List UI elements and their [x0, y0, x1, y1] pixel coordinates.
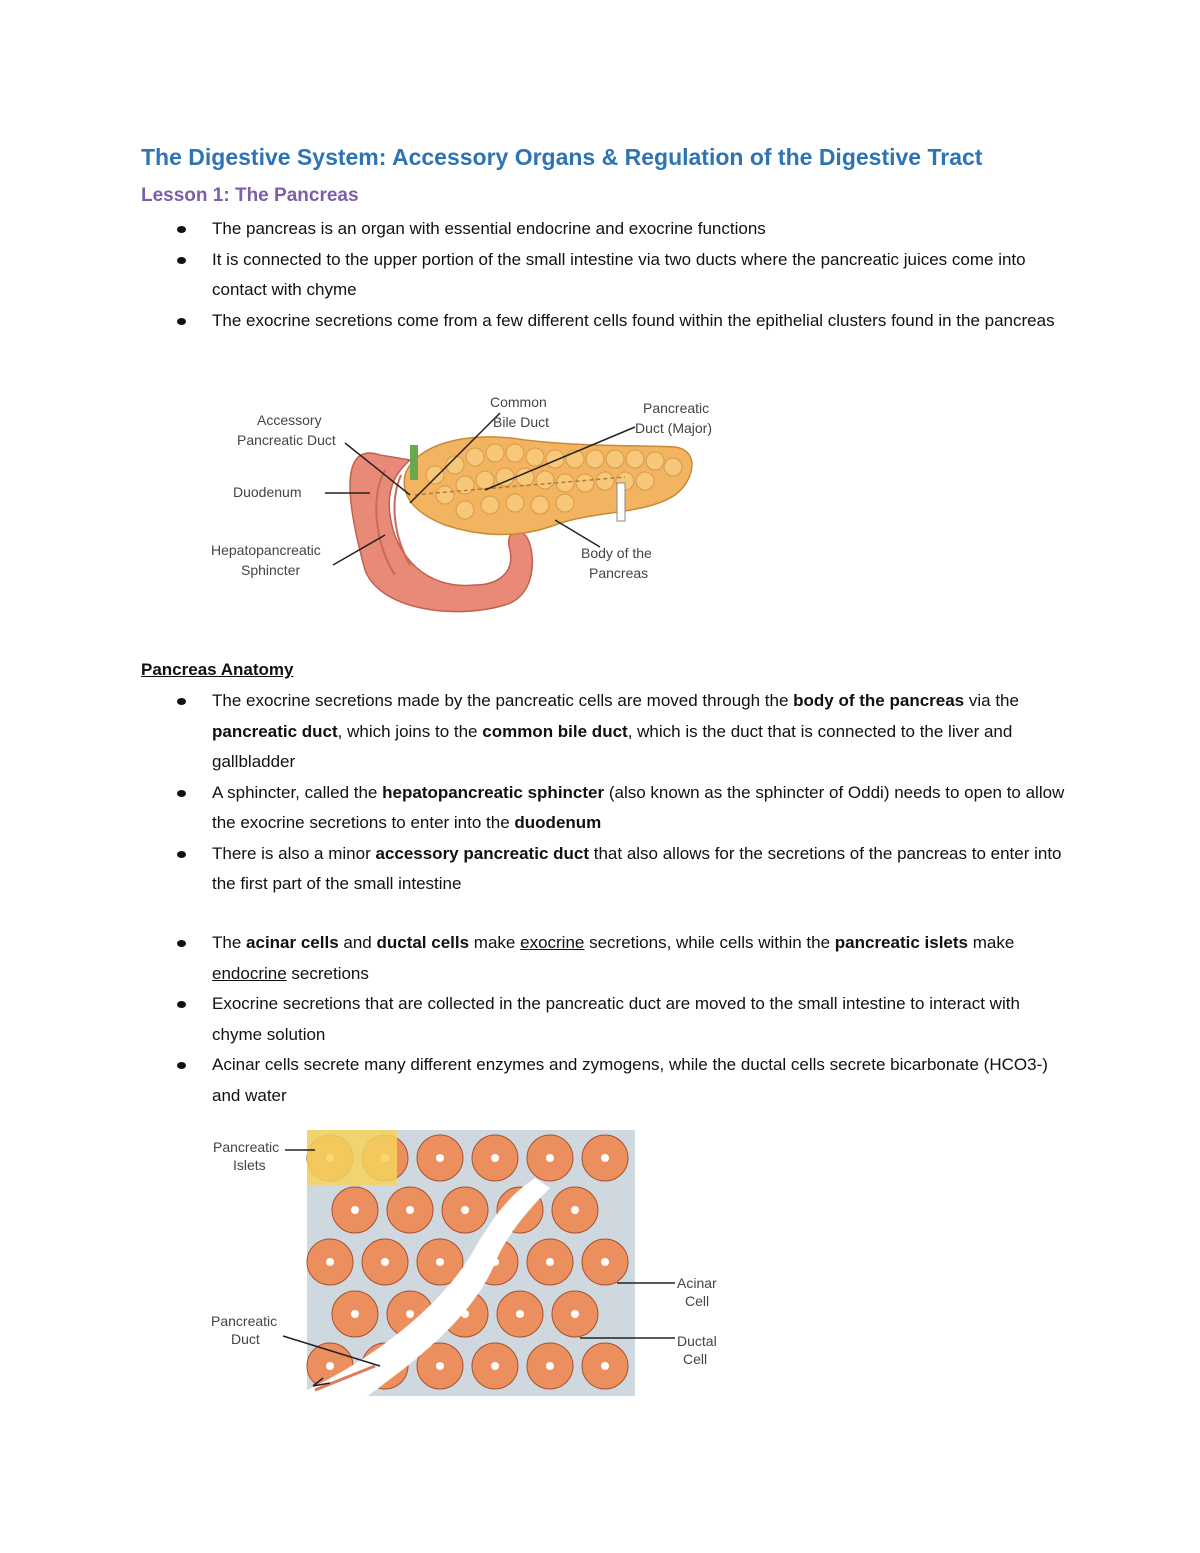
document-title: The Digestive System: Accessory Organs & Regulation of the Digestive Tract: [141, 144, 983, 170]
acinus-lumen: [351, 1310, 359, 1318]
cells-bullet-list: [0, 928, 1072, 1111]
label-accessory-duct: Pancreatic Duct: [237, 432, 336, 448]
acinus-lumen: [601, 1154, 609, 1162]
label-pancreatic: Pancreatic: [213, 1139, 280, 1155]
label-bile-duct: Bile Duct: [493, 414, 550, 430]
acinus-lumen: [491, 1362, 499, 1370]
intro-bullet-list: [0, 214, 1072, 336]
label-pancreas: Pancreas: [589, 565, 649, 581]
label-duct-major: Duct (Major): [635, 420, 713, 436]
label-hepatopancreatic: Hepatopancreatic: [211, 542, 321, 558]
label-cell: Cell: [685, 1293, 710, 1309]
list-item: It is connected to the upper portion of the small intestine via two ducts where the pancreatic juices come into contact with chyme: [0, 245, 1072, 306]
acinus-lumen: [326, 1362, 334, 1370]
label-duct: Duct: [231, 1331, 260, 1347]
cut-section: [617, 483, 625, 521]
list-item: Acinar cells secrete many different enzymes and zymogens, while the ductal cells secrete bicarbonate (HCO3-) and water: [0, 1050, 1072, 1111]
label-pancreatic: Pancreatic: [211, 1313, 278, 1329]
acinus-lumen: [546, 1258, 554, 1266]
acinus-lumen: [601, 1258, 609, 1266]
acinus-lumen: [571, 1310, 579, 1318]
list-item: The pancreas is an organ with essential endocrine and exocrine functions: [0, 214, 1072, 245]
acinus-lumen: [546, 1362, 554, 1370]
label-islets: Islets: [233, 1157, 266, 1173]
acinus-lumen: [351, 1206, 359, 1214]
section-heading: Pancreas Anatomy: [141, 660, 294, 679]
acinus-lumen: [381, 1258, 389, 1266]
pancreatic-tissue-figure: [205, 1128, 735, 1400]
label-pancreatic: Pancreatic: [643, 400, 710, 416]
acinus-lumen: [436, 1258, 444, 1266]
list-item: The exocrine secretions made by the pancreatic cells are moved through the body of the pancreas via the pancreatic duct, which joins to the common bile duct, which is the duct that is connected to the liver and gallbladder: [0, 686, 1072, 778]
lesson-heading: Lesson 1: The Pancreas: [141, 185, 359, 206]
label-ductal: Ductal: [677, 1333, 717, 1349]
label-sphincter: Sphincter: [241, 562, 301, 578]
acinus-lumen: [571, 1206, 579, 1214]
anatomy-bullet-list: [0, 686, 1072, 900]
list-item: The exocrine secretions come from a few different cells found within the epithelial clusters found in the pancreas: [0, 306, 1072, 337]
label-acinar: Acinar: [677, 1275, 717, 1291]
acinus-lumen: [436, 1362, 444, 1370]
acinus-lumen: [461, 1206, 469, 1214]
label-duodenum: Duodenum: [233, 484, 302, 500]
label-accessory: Accessory: [257, 412, 322, 428]
acinus-lumen: [491, 1154, 499, 1162]
label-body-of-the: Body of the: [581, 545, 652, 561]
acinus-lumen: [546, 1154, 554, 1162]
pancreas-illustration: [205, 385, 745, 630]
list-item: The acinar cells and ductal cells make exocrine secretions, while cells within the pancreatic islets make endocrine secretions: [0, 928, 1072, 989]
islet-region: [307, 1130, 397, 1185]
acinus-lumen: [406, 1206, 414, 1214]
acinus-lumen: [601, 1362, 609, 1370]
label-cell: Cell: [683, 1351, 708, 1367]
bile-duct-shape: [410, 445, 418, 480]
tissue-illustration: [205, 1128, 735, 1400]
acinus-lumen: [326, 1258, 334, 1266]
list-item: Exocrine secretions that are collected in the pancreatic duct are moved to the small intestine to interact with chyme solution: [0, 989, 1072, 1050]
acinus-lumen: [436, 1154, 444, 1162]
pancreas-anatomy-figure: [205, 385, 745, 630]
list-item: There is also a minor accessory pancreatic duct that also allows for the secretions of the pancreas to enter into the first part of the small intestine: [0, 839, 1072, 900]
acinus-lumen: [406, 1310, 414, 1318]
list-item: A sphincter, called the hepatopancreatic sphincter (also known as the sphincter of Oddi) needs to open to allow the exocrine secretions to enter into the duodenum: [0, 778, 1072, 839]
label-common: Common: [490, 394, 547, 410]
acinus-lumen: [516, 1310, 524, 1318]
